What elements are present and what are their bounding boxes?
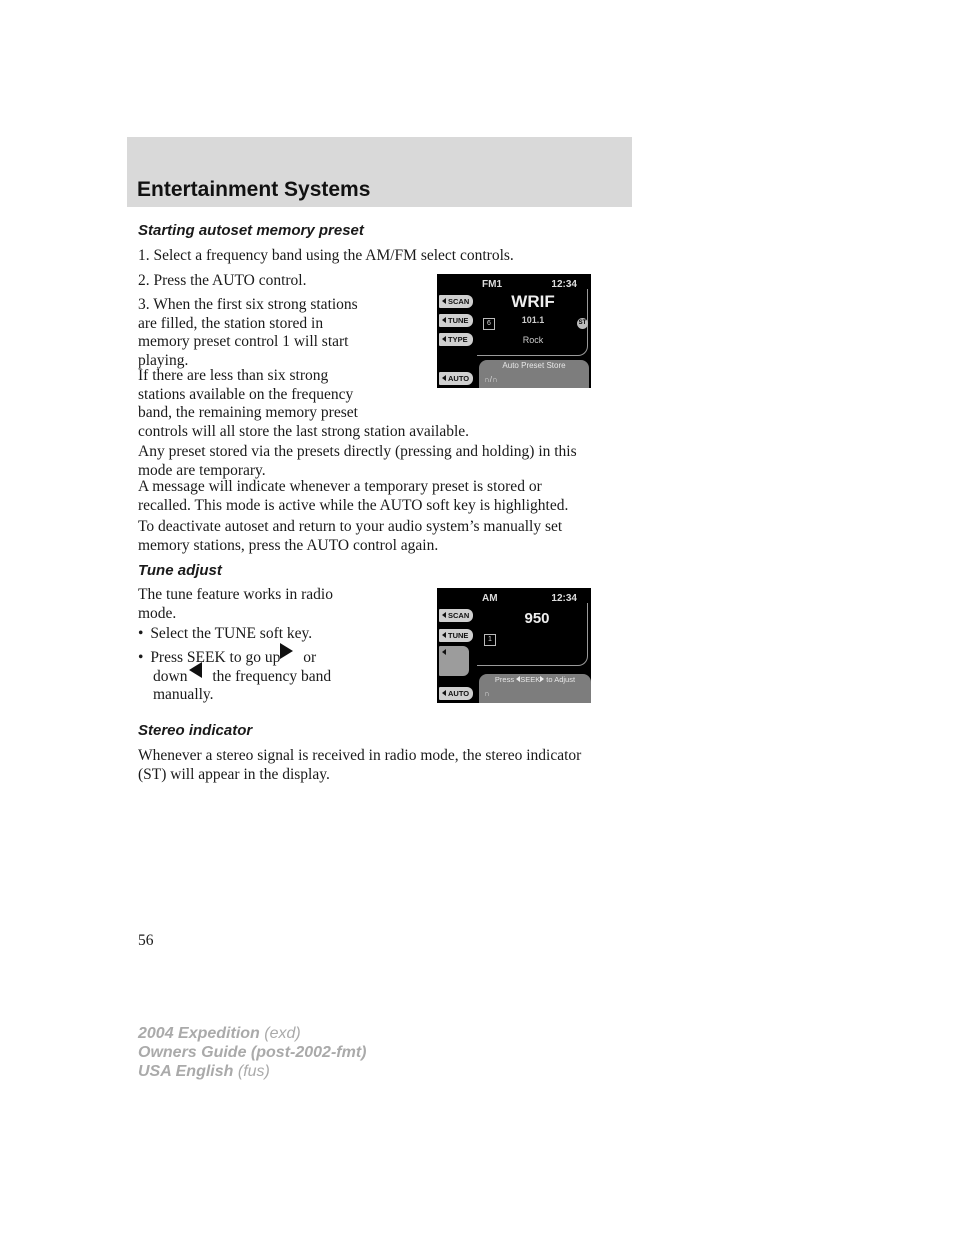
stereo-indicator: ST bbox=[577, 318, 588, 329]
text-line: A message will indicate whenever a temporary preset is stored or bbox=[138, 478, 542, 495]
message-text: Auto Preset Store bbox=[502, 361, 566, 370]
text-line: Whenever a stereo signal is received in radio mode, the stereo indicator bbox=[138, 747, 582, 764]
softkey-auto: AUTO bbox=[439, 687, 473, 700]
radio-display-am bbox=[437, 588, 591, 703]
step-1: 1. Select a frequency band using the AM/FM select controls. bbox=[138, 247, 514, 264]
footer-language: USA English bbox=[138, 1063, 234, 1080]
bullet-symbol: • bbox=[138, 625, 144, 642]
text-line: mode. bbox=[138, 604, 177, 622]
clock-readout: 12:34 bbox=[551, 279, 577, 290]
softkey-tune: TUNE bbox=[439, 314, 473, 327]
heading-autoset: Starting autoset memory preset bbox=[138, 222, 364, 239]
message-text: Press bbox=[494, 675, 515, 684]
text-line: memory stations, press the AUTO control again. bbox=[138, 536, 439, 554]
bullet-item bbox=[138, 625, 312, 643]
genre-label: Rock bbox=[522, 335, 544, 345]
radio-display-fm bbox=[437, 274, 591, 388]
softkey-scan: SCAN bbox=[439, 609, 473, 622]
paragraph-stereo bbox=[138, 747, 581, 784]
softkey-scan: SCAN bbox=[439, 295, 473, 308]
bullet-continuation: manually. bbox=[153, 686, 214, 703]
footer-model: 2004 Expedition bbox=[138, 1025, 260, 1042]
headphone-icon: ∩/∩ bbox=[484, 375, 498, 384]
text-line: To deactivate autoset and return to your audio system’s manually set bbox=[138, 518, 563, 535]
station-name: WRIF bbox=[511, 292, 555, 311]
bullet-text: the frequency band bbox=[212, 668, 332, 685]
text-line: band, the remaining memory preset bbox=[138, 404, 358, 421]
paragraph-temporary bbox=[138, 443, 577, 480]
step-3-line: memory preset control 1 will start bbox=[138, 333, 349, 350]
heading-tune-adjust: Tune adjust bbox=[138, 562, 222, 579]
preset-number-box: 1 bbox=[484, 634, 496, 646]
step-3-line: 3. When the first six strong stations bbox=[138, 296, 358, 313]
arrow-right-icon bbox=[540, 676, 544, 682]
text-line: recalled. This mode is active while the AUTO soft key is highlighted. bbox=[138, 496, 569, 514]
paragraph-deactivate bbox=[138, 518, 562, 555]
paragraph-tune bbox=[138, 586, 333, 623]
bullet-text: or bbox=[303, 649, 317, 666]
text-line: stations available on the frequency bbox=[138, 385, 354, 403]
softkey-blank bbox=[439, 646, 469, 676]
text-line: controls will all store the last strong station available. bbox=[138, 422, 470, 440]
bullet-text: Select the TUNE soft key. bbox=[150, 625, 313, 642]
arrow-right-icon bbox=[280, 643, 293, 659]
paragraph-less-than-six bbox=[138, 367, 469, 441]
footer-language-code: (fus) bbox=[237, 1063, 270, 1080]
band-label: AM bbox=[482, 593, 498, 604]
frequency-readout: 101.1 bbox=[521, 315, 545, 325]
band-label: FM1 bbox=[482, 279, 502, 290]
text-line: Any preset stored via the presets directly (pressing and holding) in this bbox=[138, 443, 577, 460]
softkey-tune: TUNE bbox=[439, 629, 473, 642]
message-text: to Adjust bbox=[546, 675, 576, 684]
page-section-title: Entertainment Systems bbox=[137, 178, 371, 201]
text-line: If there are less than six strong bbox=[138, 367, 329, 384]
paragraph-message bbox=[138, 478, 568, 515]
step-3-line: are filled, the station stored in bbox=[138, 314, 324, 332]
message-bar bbox=[479, 360, 589, 388]
heading-stereo-indicator: Stereo indicator bbox=[138, 722, 253, 739]
step-2: 2. Press the AUTO control. bbox=[138, 272, 307, 289]
arrow-left-icon bbox=[189, 662, 202, 678]
footer-guide: Owners Guide (post-2002-fmt) bbox=[138, 1044, 367, 1061]
footer bbox=[138, 1024, 366, 1081]
text-line: (ST) will appear in the display. bbox=[138, 765, 330, 783]
message-text: SEEK bbox=[520, 675, 541, 684]
bullet-symbol: • bbox=[138, 649, 144, 666]
headphone-icon: ∩ bbox=[484, 689, 490, 698]
softkey-type: TYPE bbox=[439, 333, 473, 346]
footer-model-code: (exd) bbox=[264, 1025, 301, 1042]
frequency-readout: 950 bbox=[524, 610, 550, 627]
bullet-item bbox=[138, 649, 316, 667]
bullet-text: Press SEEK to go up bbox=[150, 649, 281, 666]
message-bar bbox=[479, 674, 591, 703]
text-line: mode are temporary. bbox=[138, 461, 266, 479]
text-line: The tune feature works in radio bbox=[138, 586, 333, 603]
step-3 bbox=[138, 296, 358, 370]
bullet-text: down bbox=[153, 668, 188, 685]
softkey-auto: AUTO bbox=[439, 372, 473, 385]
page-number: 56 bbox=[138, 932, 154, 949]
step-3-line: playing. bbox=[138, 351, 189, 369]
preset-number-box: 6 bbox=[483, 318, 495, 330]
clock-readout: 12:34 bbox=[551, 593, 577, 604]
bullet-continuation bbox=[153, 668, 331, 686]
